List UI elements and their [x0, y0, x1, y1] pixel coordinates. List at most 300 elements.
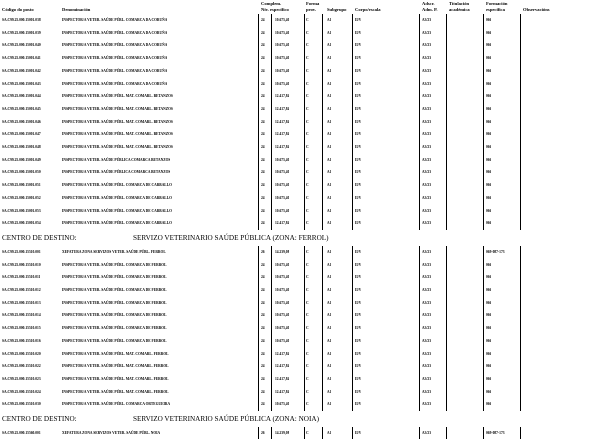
cell-denominacion: INSPECTOR/A VETER. SAÚDE PÚBL. COMARCA DA CORUÑA [62, 68, 168, 73]
cell-forma: C [306, 56, 309, 61]
cell-complemento: 12.417,84 [275, 94, 290, 99]
cell-formacion: 066 [486, 119, 492, 124]
cell-forma: C [306, 106, 309, 111]
cell-nivel: 24 [261, 43, 265, 48]
cell-subgrupo: A1 [327, 81, 332, 86]
cell-corpo: II/V [355, 195, 362, 200]
cell-forma: C [306, 364, 309, 369]
cell-codigo: SA.C99.25.000.15510.013 [2, 300, 41, 305]
cell-formacion: 066 [486, 56, 492, 61]
cell-subgrupo: A1 [327, 56, 332, 61]
cell-adscr: A3/23 [422, 338, 431, 343]
column-rule [258, 246, 259, 411]
cell-nivel: 24 [261, 313, 265, 318]
cell-forma: C [306, 249, 309, 254]
cell-subgrupo: A1 [327, 43, 332, 48]
cell-corpo: II/V [355, 376, 362, 381]
cell-forma: C [306, 30, 309, 35]
cell-nivel: 24 [261, 132, 265, 137]
cell-corpo: II/V [355, 364, 362, 369]
cell-denominacion: INSPECTOR/A VETER. SAÚDE PÚBL. COMARCA DE CARBALLO [62, 208, 172, 213]
cell-complemento: 14.239,08 [275, 431, 290, 435]
cell-adscr: A3/23 [422, 157, 431, 162]
column-rule [520, 427, 521, 439]
cell-subgrupo: A1 [327, 313, 332, 318]
cell-subgrupo: A1 [327, 18, 332, 22]
cell-forma: C [306, 183, 309, 188]
cell-denominacion: INSPECTOR/A VETER. SAÚDE PÚBL. COMARCA DE CARBALLO [62, 183, 172, 188]
cell-subgrupo: A1 [327, 195, 332, 200]
cell-formacion: 066 [486, 170, 492, 175]
column-rule [483, 427, 484, 439]
cell-nivel: 26 [261, 249, 265, 254]
cell-denominacion: INSPECTOR/A VETER. SAÚDE PÚBL. COMARCA ORTEGUEIRA [62, 402, 171, 407]
column-rule [322, 427, 323, 439]
cell-corpo: II/V [355, 157, 362, 162]
table-row [0, 217, 615, 229]
cell-forma: C [306, 119, 309, 124]
cell-forma: C [306, 81, 309, 86]
cell-subgrupo: A1 [327, 221, 332, 226]
header-corpo: Corpo/escala [355, 7, 381, 12]
cell-nivel: 24 [261, 68, 265, 73]
cell-forma: C [306, 132, 309, 137]
cell-adscr: A3/23 [422, 364, 431, 369]
cell-codigo: SA.C99.25.000.15001.049 [2, 157, 41, 162]
cell-denominacion: INSPECTOR/A VETER. SAÚDE PÚBL. COMARCA DE FERROL [62, 326, 167, 331]
cell-complemento: 12.417,84 [275, 145, 290, 149]
cell-subgrupo: A1 [327, 208, 332, 213]
cell-codigo: SA.C99.25.000.15510.011 [2, 275, 41, 280]
cell-denominacion: INSPECTOR/A VETER. SAÚDE PÚBL. COMARCA DE CARBALLO [62, 221, 172, 226]
cell-corpo: II/V [355, 351, 362, 356]
table-row [0, 373, 615, 385]
cell-adscr: A3/23 [422, 389, 431, 394]
cell-denominacion: INSPECTOR/A VETER. SAÚDE PÚBL. COMARCA DE FERROL [62, 262, 167, 267]
cell-codigo: SA.C99.25.000.15001.048 [2, 145, 41, 149]
cell-complemento: 10.675,40 [275, 157, 290, 162]
cell-subgrupo: A1 [327, 389, 332, 394]
cell-codigo: SA.C99.25.000.15510.015 [2, 326, 41, 331]
table-row [0, 335, 615, 347]
table-row [0, 27, 615, 39]
cell-adscr: A3/23 [422, 43, 431, 48]
cell-adscr: A3/23 [422, 170, 431, 175]
cell-formacion: 066 [486, 183, 492, 188]
cell-forma: C [306, 208, 309, 213]
cell-forma: C [306, 157, 309, 162]
column-rule [258, 427, 259, 439]
centro-destino-name: SERVIZO VETERINARIO SAÚDE PÚBLICA (ZONA: NOIA) [133, 415, 319, 423]
cell-forma: C [306, 313, 309, 318]
cell-denominacion: INSPECTOR/A VETER. SAÚDE PÚBL. COMARCA DA CORUÑA [62, 43, 168, 48]
cell-corpo: II/V [355, 145, 362, 149]
table-row [0, 348, 615, 360]
cell-adscr: A3/23 [422, 208, 431, 213]
cell-subgrupo: A1 [327, 262, 332, 267]
cell-codigo: SA.C99.25.000.15510.001 [2, 249, 41, 254]
cell-formacion: 066 [486, 81, 492, 86]
cell-corpo: II/V [355, 275, 362, 280]
cell-nivel: 24 [261, 183, 265, 188]
cell-complemento: 10.675,40 [275, 18, 290, 22]
cell-adscr: A3/23 [422, 313, 431, 318]
cell-subgrupo: A1 [327, 275, 332, 280]
cell-adscr: A3/23 [422, 81, 431, 86]
cell-complemento: 10.675,40 [275, 56, 290, 61]
cell-complemento: 10.675,40 [275, 195, 290, 200]
cell-formacion: 066 [486, 275, 492, 280]
cell-adscr: A3/23 [422, 195, 431, 200]
table-row [0, 103, 615, 115]
cell-subgrupo: A1 [327, 376, 332, 381]
cell-formacion: 066 [486, 288, 492, 292]
cell-forma: C [306, 351, 309, 356]
cell-formacion: 066 [486, 326, 492, 331]
cell-denominacion: INSPECTOR/A VETER. SAÚDE PÚBL. COMARCA DE CARBALLO [62, 195, 172, 200]
cell-corpo: II/V [355, 389, 362, 394]
cell-codigo: SA.C99.25.000.15001.043 [2, 81, 41, 86]
header-subgrupo: Subgrupo [327, 7, 347, 12]
cell-forma: C [306, 376, 309, 381]
cell-subgrupo: A1 [327, 170, 332, 175]
cell-denominacion: INSPECTOR/A VETER. SAÚDE PÚBL. COMARCA DA CORUÑA [62, 18, 168, 22]
cell-nivel: 24 [261, 376, 265, 381]
cell-corpo: II/V [355, 326, 362, 331]
cell-adscr: A3/23 [422, 351, 431, 356]
cell-complemento: 10.675,40 [275, 183, 290, 188]
cell-adscr: A3/23 [422, 326, 431, 331]
cell-denominacion: INSPECTOR/A VETER. SAÚDE PÚBL. MAT. COMARL. BETANZOS [62, 94, 173, 99]
column-rule [271, 427, 272, 439]
cell-complemento: 10.675,40 [275, 30, 290, 35]
table-row [0, 141, 615, 153]
header-adscr-2: Adm. P. [422, 7, 438, 12]
cell-forma: C [306, 326, 309, 331]
cell-forma: C [306, 195, 309, 200]
column-rule [483, 14, 484, 230]
column-rule [419, 14, 420, 230]
cell-denominacion: INSPECTOR/A VETER. SAÚDE PÚBL. COMARCA DE FERROL [62, 300, 167, 305]
cell-corpo: II/V [355, 288, 362, 292]
header-formacion-1: Formación [486, 1, 508, 6]
cell-adscr: A3/23 [422, 402, 431, 407]
cell-subgrupo: A1 [327, 68, 332, 73]
cell-forma: C [306, 338, 309, 343]
cell-nivel: 24 [261, 262, 265, 267]
cell-corpo: II/V [355, 94, 362, 99]
cell-corpo: II/V [355, 56, 362, 61]
cell-codigo: SA.C99.25.000.15001.039 [2, 30, 41, 35]
cell-adscr: A3/23 [422, 30, 431, 35]
cell-corpo: II/V [355, 431, 362, 435]
cell-formacion: 066 [486, 364, 492, 369]
cell-adscr: A3/23 [422, 145, 431, 149]
cell-codigo: SA.C99.25.000.15510.012 [2, 288, 41, 292]
cell-adscr: A3/23 [422, 183, 431, 188]
cell-formacion: 066 [486, 106, 492, 111]
centro-destino-label: CENTRO DE DESTINO: [2, 233, 77, 242]
table-row [0, 39, 615, 51]
cell-nivel: 24 [261, 300, 265, 305]
table-row [0, 284, 615, 296]
cell-complemento: 10.675,40 [275, 313, 290, 318]
cell-complemento: 10.675,40 [275, 288, 290, 292]
cell-adscr: A3/23 [422, 300, 431, 305]
cell-corpo: II/V [355, 30, 362, 35]
cell-nivel: 24 [261, 119, 265, 124]
cell-forma: C [306, 288, 309, 292]
cell-codigo: SA.C99.25.000.15560.001 [2, 431, 41, 435]
cell-nivel: 24 [261, 18, 265, 22]
cell-denominacion: INSPECTOR/A VETER. SAÚDE PÚBL. MAT. COMARL. BETANZOS [62, 132, 173, 137]
cell-adscr: A3/23 [422, 275, 431, 280]
header-forma-2: prov. [306, 7, 316, 12]
cell-codigo: SA.C99.25.000.15510.020 [2, 351, 41, 356]
cell-complemento: 10.675,40 [275, 262, 290, 267]
header-observacions: Observacións [523, 7, 550, 12]
table-row [0, 386, 615, 398]
cell-nivel: 24 [261, 389, 265, 394]
table-row [0, 14, 615, 26]
centro-destino-label: CENTRO DE DESTINO: [2, 415, 77, 423]
cell-nivel: 24 [261, 56, 265, 61]
cell-complemento: 14.239,08 [275, 249, 290, 254]
cell-codigo: SA.C99.25.000.15001.045 [2, 106, 41, 111]
table-row [0, 205, 615, 217]
cell-denominacion: INSPECTOR/A VETER. SAÚDE PÚBL. MAT. COMARL. FERROL [62, 351, 169, 356]
cell-nivel: 24 [261, 402, 265, 407]
cell-adscr: A3/23 [422, 262, 431, 267]
cell-complemento: 12.417,84 [275, 132, 290, 137]
cell-denominacion: INSPECTOR/A VETER. SAÚDE PÚBL. COMARCA DE FERROL [62, 288, 167, 292]
cell-corpo: II/V [355, 81, 362, 86]
cell-nivel: 24 [261, 275, 265, 280]
cell-adscr: A3/23 [422, 106, 431, 111]
cell-denominacion: INSPECTOR/A VETER. SAÚDE PÚBLICA COMARCA BETANZOS [62, 170, 171, 175]
cell-formacion: 066 [486, 221, 492, 226]
cell-denominacion: INSPECTOR/A VETER. SAÚDE PÚBL. COMARCA DE FERROL [62, 313, 167, 318]
cell-adscr: A3/23 [422, 249, 431, 254]
header-titulacion-1: Titulación [449, 1, 470, 6]
column-rule [271, 246, 272, 411]
cell-nivel: 24 [261, 326, 265, 331]
cell-subgrupo: A1 [327, 119, 332, 124]
cell-nivel: 24 [261, 288, 265, 292]
cell-adscr: A3/23 [422, 94, 431, 99]
cell-codigo: SA.C99.25.000.15001.052 [2, 195, 41, 200]
cell-denominacion: INSPECTOR/A VETER. SAÚDE PÚBL. MAT. COMARL. BETANZOS [62, 106, 173, 111]
cell-forma: C [306, 68, 309, 73]
cell-codigo: SA.C99.25.000.15001.040 [2, 43, 41, 48]
cell-formacion: 069-087-173 [486, 431, 505, 435]
cell-denominacion: INSPECTOR/A VETER. SAÚDE PÚBL. COMARCA DA CORUÑA [62, 30, 168, 35]
cell-adscr: A3/23 [422, 119, 431, 124]
cell-nivel: 24 [261, 81, 265, 86]
cell-forma: C [306, 94, 309, 99]
cell-subgrupo: A1 [327, 431, 332, 435]
cell-denominacion: XEFATURA ZONA SERVIZOS VETER. SAÚDE PÚBL. FERROL [62, 249, 166, 254]
cell-formacion: 066 [486, 389, 492, 394]
cell-codigo: SA.C99.25.000.15001.050 [2, 170, 41, 175]
cell-formacion: 066 [486, 338, 492, 343]
table-row [0, 52, 615, 64]
column-rule [271, 14, 272, 230]
column-rule [419, 246, 420, 411]
cell-subgrupo: A1 [327, 338, 332, 343]
cell-denominacion: INSPECTOR/A VETER. SAÚDE PÚBL. MAT. COMARL. BETANZOS [62, 119, 173, 124]
cell-corpo: II/V [355, 313, 362, 318]
column-rule [446, 246, 447, 411]
cell-corpo: II/V [355, 183, 362, 188]
table-row [0, 398, 615, 410]
cell-formacion: 066 [486, 376, 492, 381]
column-rule [520, 246, 521, 411]
cell-formacion: 066 [486, 18, 492, 22]
cell-forma: C [306, 18, 309, 22]
table-row [0, 78, 615, 90]
cell-forma: C [306, 145, 309, 149]
cell-formacion: 066 [486, 157, 492, 162]
cell-complemento: 10.675,40 [275, 81, 290, 86]
table-row [0, 271, 615, 283]
column-rule [322, 246, 323, 411]
header-titulacion-2: académica [449, 7, 470, 12]
header-denominacion: Denominación [62, 7, 91, 12]
column-rule [258, 14, 259, 230]
cell-codigo: SA.C99.25.000.15510.014 [2, 313, 41, 318]
cell-forma: C [306, 389, 309, 394]
cell-codigo: SA.C99.25.000.15510.016 [2, 338, 41, 343]
cell-nivel: 24 [261, 338, 265, 343]
cell-nivel: 24 [261, 351, 265, 356]
cell-subgrupo: A1 [327, 145, 332, 149]
cell-subgrupo: A1 [327, 288, 332, 292]
cell-formacion: 069-087-173 [486, 249, 505, 254]
cell-formacion: 066 [486, 132, 492, 137]
table-row [0, 259, 615, 271]
cell-codigo: SA.C99.25.000.15510.024 [2, 389, 41, 394]
cell-codigo: SA.C99.25.000.15510.010 [2, 262, 41, 267]
cell-codigo: SA.C99.25.000.15510.023 [2, 376, 41, 381]
cell-nivel: 24 [261, 157, 265, 162]
cell-forma: C [306, 402, 309, 407]
cell-forma: C [306, 300, 309, 305]
cell-complemento: 12.417,84 [275, 376, 290, 381]
cell-codigo: SA.C99.25.000.15510.030 [2, 402, 41, 407]
header-complem-2: Nív. específico [261, 7, 289, 12]
cell-formacion: 066 [486, 43, 492, 48]
cell-corpo: II/V [355, 68, 362, 73]
column-rule [352, 427, 353, 439]
cell-nivel: 24 [261, 170, 265, 175]
cell-nivel: 24 [261, 195, 265, 200]
cell-forma: C [306, 170, 309, 175]
cell-formacion: 066 [486, 300, 492, 305]
cell-corpo: II/V [355, 119, 362, 124]
cell-complemento: 10.675,40 [275, 338, 290, 343]
table-row [0, 322, 615, 334]
cell-codigo: SA.C99.25.000.15001.042 [2, 68, 41, 73]
cell-denominacion: INSPECTOR/A VETER. SAÚDE PÚBL. MAT. COMARL. BETANZOS [62, 145, 173, 149]
cell-denominacion: INSPECTOR/A VETER. SAÚDE PÚBL. MAT. COMARL. FERROL [62, 364, 169, 369]
header-forma-1: Forma [306, 1, 320, 6]
cell-nivel: 26 [261, 431, 265, 435]
cell-corpo: II/V [355, 338, 362, 343]
cell-subgrupo: A1 [327, 364, 332, 369]
cell-complemento: 10.675,40 [275, 275, 290, 280]
cell-codigo: SA.C99.25.000.15001.053 [2, 208, 41, 213]
header-adscr-1: Adscr. [422, 1, 435, 6]
cell-corpo: II/V [355, 132, 362, 137]
column-rule [322, 14, 323, 230]
cell-subgrupo: A1 [327, 30, 332, 35]
table-row [0, 128, 615, 140]
cell-corpo: II/V [355, 43, 362, 48]
table-row [0, 192, 615, 204]
cell-forma: C [306, 43, 309, 48]
table-row [0, 154, 615, 166]
cell-formacion: 066 [486, 30, 492, 35]
cell-codigo: SA.C99.25.000.15001.046 [2, 119, 41, 124]
column-rule [446, 14, 447, 230]
cell-corpo: II/V [355, 170, 362, 175]
cell-codigo: SA.C99.25.000.15001.051 [2, 183, 41, 188]
cell-complemento: 10.675,40 [275, 300, 290, 305]
table-row [0, 166, 615, 178]
cell-corpo: II/V [355, 221, 362, 226]
cell-denominacion: INSPECTOR/A VETER. SAÚDE PÚBL. COMARCA DA CORUÑA [62, 56, 168, 61]
table-row [0, 297, 615, 309]
cell-corpo: II/V [355, 300, 362, 305]
column-rule [304, 427, 305, 439]
cell-corpo: II/V [355, 262, 362, 267]
cell-complemento: 12.417,84 [275, 389, 290, 394]
cell-denominacion: XEFATURA ZONA SERVIZOS VETER. SAÚDE PÚBL. NOIA [62, 431, 161, 435]
cell-corpo: II/V [355, 18, 362, 22]
cell-denominacion: INSPECTOR/A VETER. SAÚDE PÚBL. COMARCA DE FERROL [62, 338, 167, 343]
cell-forma: C [306, 262, 309, 267]
cell-subgrupo: A1 [327, 402, 332, 407]
column-rule [352, 14, 353, 230]
cell-codigo: SA.C99.25.000.15001.038 [2, 18, 41, 22]
cell-formacion: 066 [486, 262, 492, 267]
cell-subgrupo: A1 [327, 157, 332, 162]
cell-formacion: 066 [486, 313, 492, 318]
cell-complemento: 12.417,84 [275, 221, 290, 226]
cell-nivel: 24 [261, 30, 265, 35]
cell-subgrupo: A1 [327, 351, 332, 356]
cell-codigo: SA.C99.25.000.15510.022 [2, 364, 41, 369]
cell-subgrupo: A1 [327, 326, 332, 331]
cell-codigo: SA.C99.25.000.15001.044 [2, 94, 41, 99]
table-row [0, 360, 615, 372]
cell-adscr: A3/23 [422, 431, 431, 435]
cell-subgrupo: A1 [327, 183, 332, 188]
table-row [0, 65, 615, 77]
cell-adscr: A3/23 [422, 376, 431, 381]
column-rule [352, 246, 353, 411]
table-row [0, 179, 615, 191]
cell-adscr: A3/23 [422, 221, 431, 226]
table-row [0, 246, 615, 258]
cell-complemento: 12.417,84 [275, 351, 290, 356]
cell-formacion: 066 [486, 402, 492, 407]
cell-complemento: 10.675,40 [275, 68, 290, 73]
column-rule [520, 14, 521, 230]
cell-nivel: 24 [261, 94, 265, 99]
cell-adscr: A3/23 [422, 288, 431, 292]
